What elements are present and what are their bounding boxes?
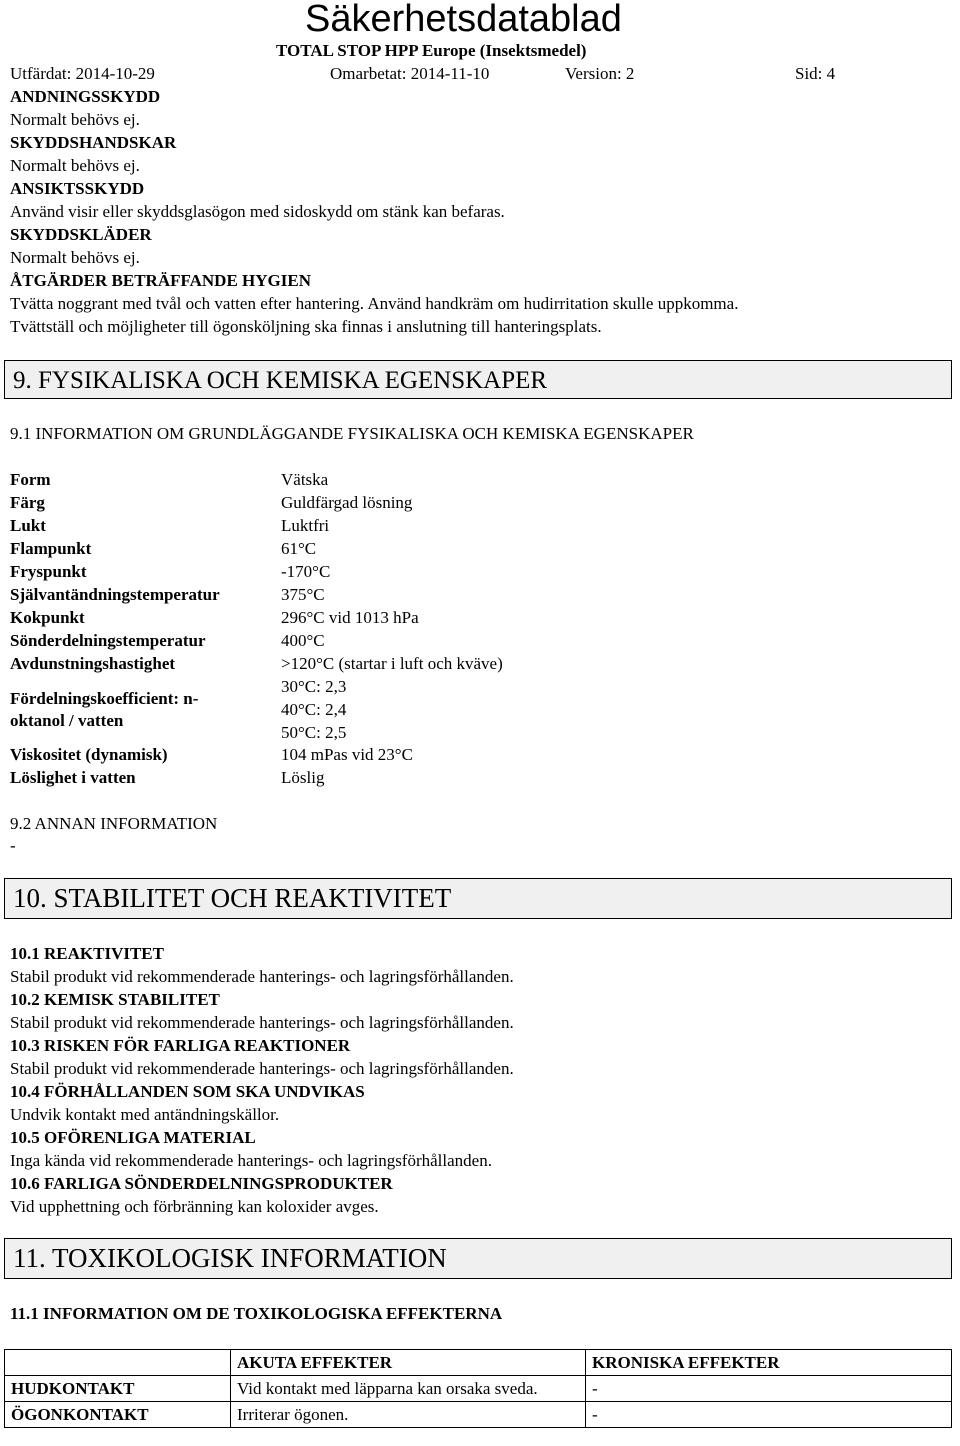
property-value: 104 mPas vid 23°C (281, 745, 413, 764)
table-cell: - (586, 1402, 952, 1428)
property-label: Flampunkt (10, 539, 92, 558)
table-cell: - (586, 1376, 952, 1402)
subsection-heading: 10.1 REAKTIVITET (10, 944, 164, 963)
section-11-1-heading: 11.1 INFORMATION OM DE TOXIKOLOGISKA EFFEKTERNA (10, 1304, 503, 1323)
subsection-text: Stabil produkt vid rekommenderade hanterings- och lagringsförhållanden. (10, 1059, 514, 1078)
subsection-heading: 10.3 RISKEN FÖR FARLIGA REAKTIONER (10, 1036, 351, 1055)
protection-text: Normalt behövs ej. (10, 156, 140, 175)
table-header-cell: AKUTA EFFEKTER (231, 1350, 586, 1376)
subsection-text: Stabil produkt vid rekommenderade hanterings- och lagringsförhållanden. (10, 1013, 514, 1032)
property-label: Avdunstningshastighet (10, 654, 176, 673)
protection-heading: SKYDDSHANDSKAR (10, 133, 177, 152)
protection-heading: SKYDDSKLÄDER (10, 225, 152, 244)
property-value: 61°C (281, 539, 317, 558)
protection-text: Använd visir eller skyddsglasögon med sidoskydd om stänk kan befaras. (10, 202, 505, 221)
property-value: 296°C vid 1013 hPa (281, 608, 419, 627)
subsection-heading: 10.6 FARLIGA SÖNDERDELNINGSPRODUKTER (10, 1174, 393, 1193)
section-9-1-heading: 9.1 INFORMATION OM GRUNDLÄGGANDE FYSIKALISKA OCH KEMISKA EGENSKAPER (10, 424, 694, 443)
table-header-row (5, 1350, 952, 1376)
table-cell: ÖGONKONTAKT (5, 1402, 231, 1428)
subsection-heading: 10.4 FÖRHÅLLANDEN SOM SKA UNDVIKAS (10, 1082, 365, 1101)
toxicology-table (4, 1349, 952, 1428)
revised-date: Omarbetat: 2014-11-10 (330, 64, 490, 83)
property-label: Sönderdelningstemperatur (10, 631, 206, 650)
property-value: 400°C (281, 631, 325, 650)
table-cell: Vid kontakt med läpparna kan orsaka sveda. (231, 1376, 586, 1402)
page-number: Sid: 4 (795, 64, 836, 83)
property-value: 375°C (281, 585, 325, 604)
property-label: oktanol / vatten (10, 711, 124, 730)
table-row (5, 1402, 952, 1428)
issued-date: Utfärdat: 2014-10-29 (10, 64, 155, 83)
hygiene-text: Tvätta noggrant med tvål och vatten efter hantering. Använd handkräm om hudirritation skulle uppkomma. (10, 294, 739, 313)
property-value: >120°C (startar i luft och kväve) (281, 654, 503, 673)
section-10-header (4, 878, 952, 919)
table-cell: Irriterar ögonen. (231, 1402, 586, 1428)
table-row (5, 1376, 952, 1402)
property-label: Självantändningstemperatur (10, 585, 220, 604)
section-11-header (4, 1238, 952, 1279)
protection-text: Normalt behövs ej. (10, 110, 140, 129)
subsection-heading: 10.5 OFÖRENLIGA MATERIAL (10, 1128, 256, 1147)
property-label: Viskositet (dynamisk) (10, 745, 168, 764)
table-header-cell: KRONISKA EFFEKTER (586, 1350, 952, 1376)
property-value: Löslig (281, 768, 325, 787)
property-value: Luktfri (281, 516, 330, 535)
property-label: Fördelningskoefficient: n- (10, 689, 199, 708)
subsection-text: Undvik kontakt med antändningskällor. (10, 1105, 280, 1124)
version: Version: 2 (565, 64, 635, 83)
property-value: -170°C (281, 562, 331, 581)
property-value: 50°C: 2,5 (281, 723, 347, 742)
section-9-2-text: - (10, 836, 16, 855)
subsection-text: Vid upphettning och förbränning kan koloxider avges. (10, 1197, 379, 1216)
property-label: Lukt (10, 516, 46, 535)
subsection-text: Stabil produkt vid rekommenderade hanterings- och lagringsförhållanden. (10, 967, 514, 986)
hygiene-text: Tvättställ och möjligheter till ögonsköljning ska finnas i anslutning till hanteringsplats. (10, 317, 602, 336)
property-value: Guldfärgad lösning (281, 493, 413, 512)
product-name: TOTAL STOP HPP Europe (Insektsmedel) (276, 41, 587, 60)
section-11-title: 11. TOXIKOLOGISK INFORMATION (13, 1243, 447, 1273)
table-cell: HUDKONTAKT (5, 1376, 231, 1402)
subsection-heading: 10.2 KEMISK STABILITET (10, 990, 220, 1009)
property-label: Fryspunkt (10, 562, 87, 581)
property-label: Kokpunkt (10, 608, 85, 627)
subsection-text: Inga kända vid rekommenderade hanterings- och lagringsförhållanden. (10, 1151, 492, 1170)
property-label: Löslighet i vatten (10, 768, 136, 787)
table-header-cell (5, 1350, 231, 1376)
protection-text: Normalt behövs ej. (10, 248, 140, 267)
protection-heading: ANDNINGSSKYDD (10, 87, 161, 106)
hygiene-heading: ÅTGÄRDER BETRÄFFANDE HYGIEN (10, 271, 311, 290)
property-label: Färg (10, 493, 45, 512)
document-title: Säkerhetsdatablad (305, 0, 622, 40)
section-10-title: 10. STABILITET OCH REAKTIVITET (13, 883, 452, 913)
property-value: 30°C: 2,3 (281, 677, 347, 696)
section-9-2-heading: 9.2 ANNAN INFORMATION (10, 814, 218, 833)
section-9-header (4, 360, 952, 399)
protection-heading: ANSIKTSSKYDD (10, 179, 145, 198)
section-9-title: 9. FYSIKALISKA OCH KEMISKA EGENSKAPER (13, 367, 548, 394)
property-label: Form (10, 470, 51, 489)
property-value: Vätska (281, 470, 329, 489)
property-value: 40°C: 2,4 (281, 700, 347, 719)
